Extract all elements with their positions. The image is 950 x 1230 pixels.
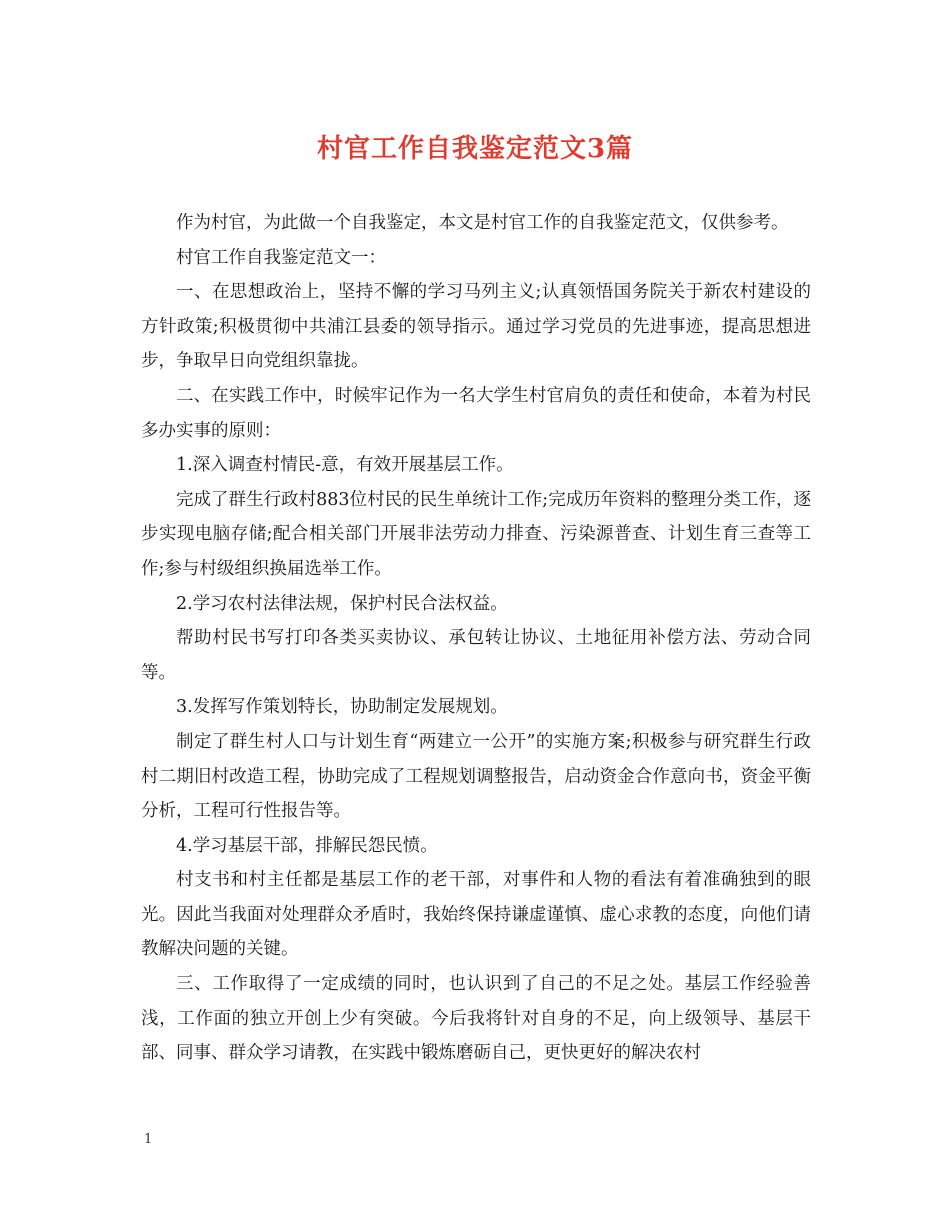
paragraph: 2.学习农村法律法规，保护村民合法权益。 [176, 593, 508, 614]
paragraph: 作为村官，为此做一个自我鉴定，本文是村官工作的自我鉴定范文，仅供参考。 [176, 213, 789, 233]
paragraph: 村支书和村主任都是基层工作的老干部，对事件和人物的看法有着准确独到的眼光。因此当我面对处理群众矛盾时，我始终保持谦虚谨慎、虚心求教的态度，向他们请教解决问题的关键。 [141, 870, 811, 960]
page-number: 1 [144, 1132, 153, 1147]
paragraph: 4.学习基层干部，排解民怨民愤。 [176, 835, 438, 856]
paragraph: 三、工作取得了一定成绩的同时，也认识到了自己的不足之处。基层工作经验善浅，工作面的独立开创上少有突破。今后我将针对自身的不足，向上级领导、基层干部、同事、群众学习请教，在实践中锻炼磨砺自己，更快更好的解决农村 [141, 974, 811, 1064]
document-title: 村官工作自我鉴定范文3篇 [316, 134, 634, 164]
paragraph: 完成了群生行政村883位村民的民生单统计工作;完成历年资料的整理分类工作，逐步实现电脑存储;配合相关部门开展非法劳动力排查、污染源普查、计划生育三查等工作;参与村级组织换届选举工作。 [141, 489, 811, 579]
paragraph: 3.发挥写作策划特长，协助制定发展规划。 [176, 697, 508, 718]
paragraph: 帮助村民书写打印各类买卖协议、承包转让协议、土地征用补偿方法、劳动合同等。 [141, 628, 811, 683]
paragraph: 1.深入调查村情民-意，有效开展基层工作。 [176, 455, 514, 476]
document-body [141, 206, 811, 1071]
paragraph: 二、在实践工作中，时候牢记作为一名大学生村官肩负的责任和使命，本着为村民多办实事的原则： [141, 385, 811, 441]
paragraph: 村官工作自我鉴定范文一： [176, 247, 386, 268]
paragraph: 一、在思想政治上，坚持不懈的学习马列主义;认真领悟国务院关于新农村建设的方针政策;积极贯彻中共浦江县委的领导指示。通过学习党员的先进事迹，提高思想进步，争取早日向党组织靠拢。 [141, 282, 811, 372]
paragraph: 制定了群生村人口与计划生育“两建立一公开”的实施方案;积极参与研究群生行政村二期旧村改造工程，协助完成了工程规划调整报告，启动资金合作意向书，资金平衡分析，工程可行性报告等。 [141, 731, 811, 822]
